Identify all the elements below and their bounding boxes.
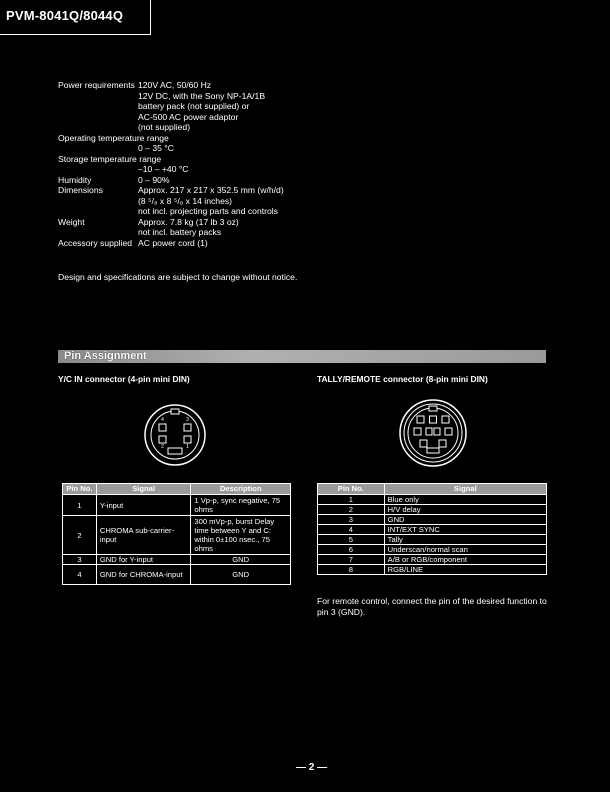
spec-value: AC power cord (1)	[138, 237, 208, 248]
table-row	[318, 535, 547, 545]
spec-power	[58, 80, 284, 91]
tally-connector-title: TALLY/REMOTE connector (8-pin mini DIN)	[317, 374, 488, 384]
spec-weight	[58, 217, 284, 228]
table-row	[63, 516, 291, 555]
spec-storage-temp	[58, 154, 284, 165]
table-row	[318, 505, 547, 515]
pin-signal: A/B or RGB/component	[384, 555, 546, 565]
tally-pin-table	[317, 483, 547, 575]
col-header: Signal	[384, 484, 546, 495]
spec-value: battery pack (not supplied) or	[138, 101, 250, 111]
specifications	[58, 80, 284, 248]
table-row	[318, 495, 547, 505]
spec-value: (8 ⁵/₈ x 8 ⁵/₈ x 14 inches)	[138, 195, 233, 206]
section-header-bar	[58, 350, 546, 363]
pin-number: 5	[318, 535, 385, 545]
yc-connector-diagram	[140, 400, 210, 470]
pin-signal: GND	[384, 515, 546, 525]
spec-label: Dimensions	[58, 185, 103, 195]
table-row	[318, 525, 547, 535]
spec-label: Weight	[58, 216, 85, 227]
svg-text:1: 1	[186, 444, 189, 450]
svg-text:3: 3	[186, 417, 189, 423]
pin-number: 4	[318, 525, 385, 535]
spec-label: Power requirements	[58, 80, 135, 90]
pin-number: 3	[63, 555, 97, 565]
spec-value: 0 – 90%	[138, 174, 170, 185]
spec-label: Humidity	[58, 174, 92, 185]
pin-number: 7	[318, 555, 385, 565]
pin-number: 4	[63, 565, 97, 585]
col-header: Description	[191, 484, 291, 495]
spec-value: Approx. 7.8 kg (17 lb 3 oz)	[138, 216, 239, 227]
pin-description: GND	[191, 555, 291, 565]
col-header: Pin No.	[63, 484, 97, 495]
spec-value: –10 – +40 °C	[138, 164, 189, 174]
svg-text:4: 4	[161, 417, 164, 423]
spec-humidity	[58, 175, 284, 186]
pin-signal: Blue only	[384, 495, 546, 505]
spec-value: Approx. 217 x 217 x 352.5 mm (w/h/d)	[138, 185, 284, 195]
change-notice: Design and specifications are subject to change without notice.	[58, 272, 298, 282]
pin-signal: Y-input	[96, 495, 191, 516]
table-row	[63, 555, 291, 565]
col-header: Pin No.	[318, 484, 385, 495]
table-header-row	[63, 484, 291, 495]
header-box	[0, 0, 151, 35]
pin-number: 2	[318, 505, 385, 515]
spec-dimensions	[58, 185, 284, 196]
pin-signal: INT/EXT SYNC	[384, 525, 546, 535]
pin-number: 3	[318, 515, 385, 525]
spec-label: Operating temperature range	[58, 132, 169, 143]
svg-text:2: 2	[161, 444, 164, 450]
spec-value: 0 – 35 °C	[138, 143, 174, 153]
page-number: — 2 —	[296, 762, 328, 773]
pin-number: 1	[318, 495, 385, 505]
spec-label: Storage temperature range	[58, 153, 162, 164]
pin-number: 6	[318, 545, 385, 555]
table-row	[63, 565, 291, 585]
pin-description: 1 Vp-p, sync negative, 75 ohms	[191, 495, 291, 516]
pin-description: 300 mVp-p, burst Delay time between Y and C: within 0±100 nsec., 75 ohms	[191, 516, 291, 555]
pin-signal: GND for Y-input	[96, 555, 191, 565]
pin-number: 1	[63, 495, 97, 516]
spec-label: Accessory supplied	[58, 237, 133, 248]
pin-signal: H/V delay	[384, 505, 546, 515]
table-row	[318, 515, 547, 525]
table-row	[318, 545, 547, 555]
pin-signal: GND for CHROMA-input	[96, 565, 191, 585]
section-title: Pin Assignment	[64, 350, 147, 362]
pin-number: 8	[318, 565, 385, 575]
model-title: PVM-8041Q/8044Q	[6, 8, 124, 23]
table-row	[318, 555, 547, 565]
spec-value: AC-500 AC power adaptor	[138, 111, 239, 122]
pin-signal: CHROMA sub-carrier-input	[96, 516, 191, 555]
tally-connector-diagram	[396, 396, 470, 470]
remote-control-note: For remote control, connect the pin of the desired function to pin 3 (GND).	[317, 596, 547, 617]
yc-pin-table	[62, 483, 291, 585]
spec-value: not incl. battery packs	[138, 227, 222, 237]
spec-value: not incl. projecting parts and controls	[138, 206, 278, 216]
pin-signal: Tally	[384, 535, 546, 545]
spec-value: (not supplied)	[138, 122, 191, 132]
pin-signal: Underscan/normal scan	[384, 545, 546, 555]
table-row	[318, 565, 547, 575]
spec-value: 12V DC, with the Sony NP-1A/1B	[138, 90, 266, 101]
spec-value: 120V AC, 50/60 Hz	[138, 80, 212, 90]
yc-connector-title: Y/C IN connector (4-pin mini DIN)	[58, 374, 190, 384]
pin-number: 2	[63, 516, 97, 555]
table-row	[63, 495, 291, 516]
pin-description: GND	[191, 565, 291, 585]
spec-accessory	[58, 238, 284, 249]
pin-signal: RGB/LINE	[384, 565, 546, 575]
col-header: Signal	[96, 484, 191, 495]
spec-operating-temp	[58, 133, 284, 144]
table-header-row	[318, 484, 547, 495]
